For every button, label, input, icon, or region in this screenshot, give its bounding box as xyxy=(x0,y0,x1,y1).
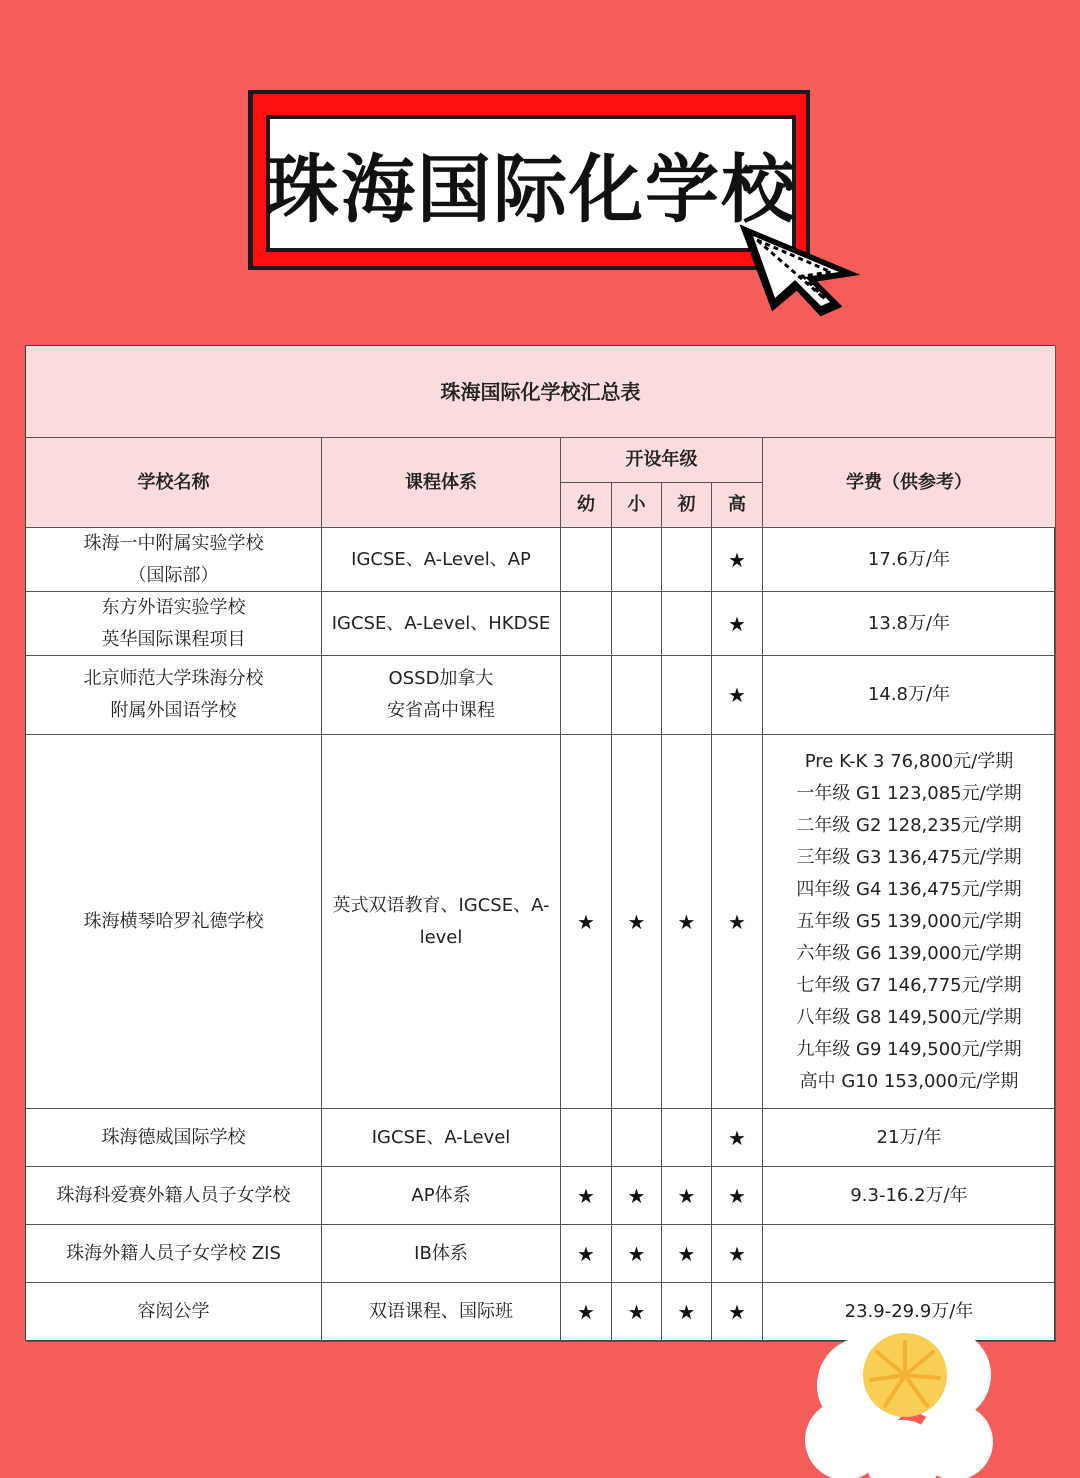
curriculum-cell xyxy=(322,1225,561,1283)
fee-text: 二年级 G2 128,235元/学期 xyxy=(796,814,1022,836)
fee-cell xyxy=(763,735,1056,1109)
fee-text: 9.3-16.2万/年 xyxy=(850,1184,968,1206)
school-name: 珠海外籍人员子女学校 ZIS xyxy=(66,1242,281,1264)
grade-cell xyxy=(662,656,712,735)
grade-cell xyxy=(662,1283,712,1342)
star-icon: ★ xyxy=(677,1300,696,1324)
grade-cell xyxy=(561,592,612,656)
fee-text: 一年级 G1 123,085元/学期 xyxy=(796,782,1022,804)
school-name-cell xyxy=(26,1109,322,1167)
school-name-cell xyxy=(26,592,322,656)
curriculum-cell xyxy=(322,735,561,1109)
fee-text: 三年级 G3 136,475元/学期 xyxy=(796,846,1022,868)
fee-cell xyxy=(763,528,1056,592)
curriculum-text: 英式双语教育、IGCSE、A- xyxy=(332,894,550,916)
grade-cell xyxy=(662,592,712,656)
header-grade-level: 初 xyxy=(662,483,712,528)
schools-table xyxy=(25,345,1055,1341)
header-grades: 开设年级 xyxy=(561,438,763,483)
star-icon: ★ xyxy=(577,1241,595,1266)
grade-cell xyxy=(561,1167,612,1225)
star-icon: ★ xyxy=(728,1183,746,1208)
grade-cell xyxy=(612,735,662,1109)
table-caption: 珠海国际化学校汇总表 xyxy=(26,346,1056,438)
school-name: 容闳公学 xyxy=(137,1301,210,1322)
school-name-cell xyxy=(26,656,322,735)
grade-cell xyxy=(712,1109,763,1167)
header-grade-level: 小 xyxy=(612,483,662,528)
curriculum-text: AP体系 xyxy=(411,1184,471,1206)
hand-pointer-cursor-icon xyxy=(735,222,865,317)
school-name-cell xyxy=(26,528,322,592)
header-school: 学校名称 xyxy=(26,438,322,528)
star-icon: ★ xyxy=(627,1183,646,1208)
star-icon: ★ xyxy=(728,547,746,572)
curriculum-cell xyxy=(322,528,561,592)
grade-cell xyxy=(612,656,662,735)
star-icon: ★ xyxy=(577,1300,595,1324)
fee-cell xyxy=(763,592,1056,656)
curriculum-text: 安省高中课程 xyxy=(387,700,495,721)
curriculum-cell xyxy=(322,1109,561,1167)
school-name: （国际部） xyxy=(128,564,219,586)
curriculum-text: IGCSE、A-Level xyxy=(371,1126,511,1148)
fee-text: 21万/年 xyxy=(876,1126,942,1148)
header-curriculum: 课程体系 xyxy=(322,438,561,528)
grade-cell xyxy=(662,735,712,1109)
star-icon: ★ xyxy=(577,1183,595,1208)
fee-text: 14.8万/年 xyxy=(867,684,951,705)
curriculum-cell xyxy=(322,1167,561,1225)
grade-cell xyxy=(561,656,612,735)
star-icon: ★ xyxy=(577,909,595,934)
curriculum-text: OSSD加拿大 xyxy=(388,668,494,689)
star-icon: ★ xyxy=(728,1125,746,1150)
grade-cell xyxy=(712,735,763,1109)
header-grade-level: 幼 xyxy=(561,483,612,528)
grade-cell xyxy=(612,592,662,656)
star-icon: ★ xyxy=(627,1241,646,1266)
grade-cell xyxy=(712,1283,763,1342)
school-name: 附属外国语学校 xyxy=(110,700,237,721)
grade-cell xyxy=(612,528,662,592)
school-name: 珠海横琴哈罗礼德学校 xyxy=(83,910,264,932)
fee-text: 五年级 G5 139,000元/学期 xyxy=(796,910,1022,932)
curriculum-cell xyxy=(322,1283,561,1342)
grade-cell xyxy=(712,528,763,592)
grade-cell xyxy=(612,1109,662,1167)
school-name-cell xyxy=(26,1167,322,1225)
grade-cell xyxy=(561,735,612,1109)
fee-text: 高中 G10 153,000元/学期 xyxy=(799,1070,1019,1092)
fee-text: 四年级 G4 136,475元/学期 xyxy=(796,878,1022,900)
curriculum-text: IB体系 xyxy=(414,1242,468,1264)
school-name: 北京师范大学珠海分校 xyxy=(83,668,264,689)
flower-decoration-icon xyxy=(805,1330,995,1478)
title-banner xyxy=(266,115,796,252)
school-name-cell xyxy=(26,1225,322,1283)
star-icon: ★ xyxy=(728,1300,746,1324)
star-icon: ★ xyxy=(677,1241,696,1266)
grade-cell xyxy=(561,528,612,592)
header-fee: 学费（供参考） xyxy=(763,438,1056,528)
curriculum-cell xyxy=(322,656,561,735)
grade-cell xyxy=(612,1283,662,1342)
grade-cell xyxy=(712,1225,763,1283)
star-icon: ★ xyxy=(677,1183,696,1208)
grade-cell xyxy=(712,592,763,656)
fee-text: 六年级 G6 139,000元/学期 xyxy=(796,942,1022,964)
fee-text: 七年级 G7 146,775元/学期 xyxy=(796,974,1022,996)
school-name: 珠海一中附属实验学校 xyxy=(83,532,264,554)
fee-cell xyxy=(763,1167,1056,1225)
fee-text: 八年级 G8 149,500元/学期 xyxy=(796,1006,1022,1028)
school-name: 珠海科爱赛外籍人员子女学校 xyxy=(56,1184,291,1206)
page-title: 珠海国际化学校 xyxy=(265,146,797,233)
header-grade-level: 高 xyxy=(712,483,763,528)
grade-cell xyxy=(561,1109,612,1167)
grade-cell xyxy=(662,528,712,592)
grade-cell xyxy=(561,1225,612,1283)
school-name-cell xyxy=(26,735,322,1109)
star-icon: ★ xyxy=(677,909,696,934)
school-name: 东方外语实验学校 xyxy=(101,596,246,618)
curriculum-text: IGCSE、A-Level、AP xyxy=(351,548,531,570)
school-name-cell xyxy=(26,1283,322,1342)
fee-text: 13.8万/年 xyxy=(867,612,951,634)
grade-cell xyxy=(612,1167,662,1225)
fee-cell xyxy=(763,656,1056,735)
grade-cell xyxy=(712,1167,763,1225)
fee-text: Pre K-K 3 76,800元/学期 xyxy=(804,750,1014,772)
school-name: 珠海德威国际学校 xyxy=(101,1126,246,1148)
grade-cell xyxy=(561,1283,612,1342)
grade-cell xyxy=(662,1167,712,1225)
grade-cell xyxy=(612,1225,662,1283)
star-icon: ★ xyxy=(728,1241,746,1266)
fee-cell xyxy=(763,1109,1056,1167)
fee-text: 23.9-29.9万/年 xyxy=(844,1301,974,1322)
star-icon: ★ xyxy=(627,909,646,934)
curriculum-cell xyxy=(322,592,561,656)
star-icon: ★ xyxy=(728,683,746,707)
fee-cell xyxy=(763,1225,1056,1283)
fee-text: 九年级 G9 149,500元/学期 xyxy=(796,1038,1022,1060)
curriculum-text: level xyxy=(419,926,463,948)
star-icon: ★ xyxy=(728,611,746,636)
grade-cell xyxy=(662,1109,712,1167)
curriculum-text: 双语课程、国际班 xyxy=(369,1301,513,1322)
grade-cell xyxy=(662,1225,712,1283)
star-icon: ★ xyxy=(627,1300,646,1324)
fee-text: 17.6万/年 xyxy=(867,548,951,570)
curriculum-text: IGCSE、A-Level、HKDSE xyxy=(331,612,551,634)
grade-cell xyxy=(712,656,763,735)
school-name: 英华国际课程项目 xyxy=(101,628,246,650)
star-icon: ★ xyxy=(728,909,746,934)
